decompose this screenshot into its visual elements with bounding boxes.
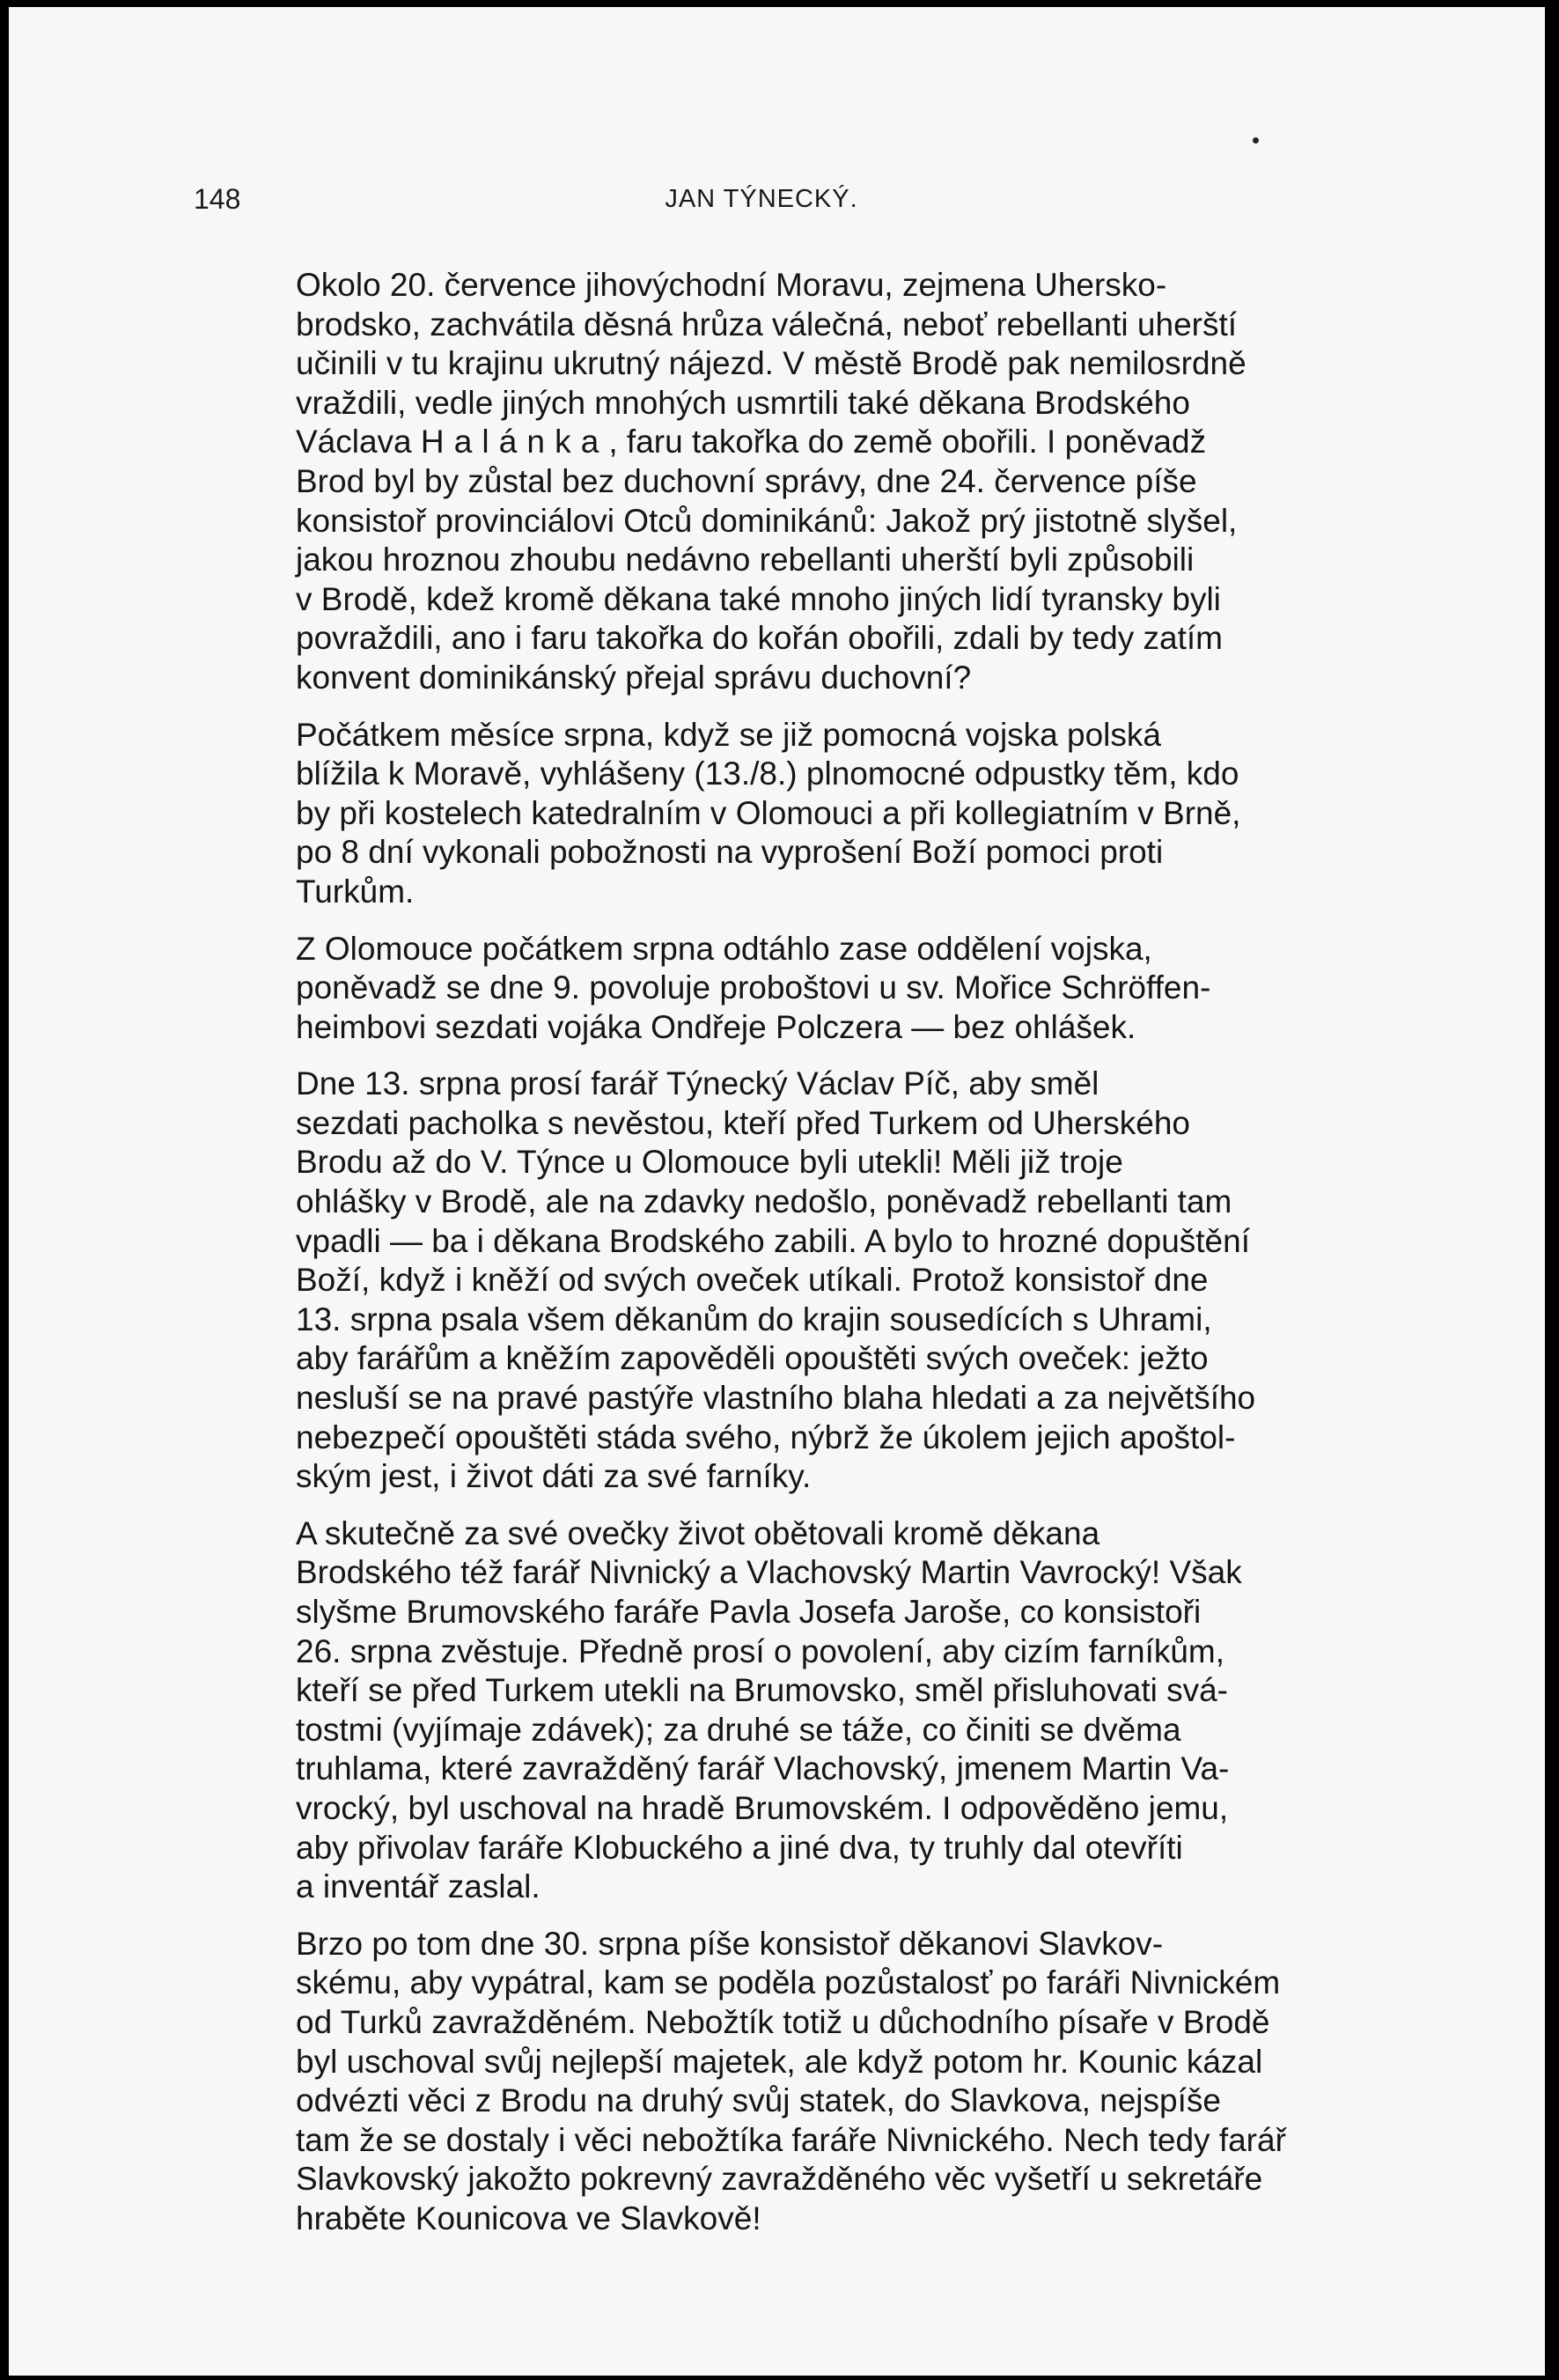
text-line: Turkům. [296,873,415,910]
text-line: tam že se dostaly i věci nebožtíka faráře Nivnického. Nech tedy farář [296,2121,1286,2158]
text-line: nesluší se na pravé pastýře vlastního blaha hledati a za největšího [296,1380,1256,1417]
text-line: nebezpečí opouštěti stáda svého, nýbrž že úkolem jejich apoštol- [296,1418,1236,1455]
paragraph [197,1065,1324,1497]
text-line: v Brodě, kdež kromě děkana také mnoho jiných lidí tyransky byli [296,580,1221,617]
text-line: po 8 dní vykonali pobožnosti na vyprošení Boží pomoci proti [296,834,1164,871]
paragraph [197,1925,1324,2239]
text-line: tostmi (vyjímaje zdávek); za druhé se táže, co činiti se dvěma [296,1711,1181,1748]
text-line: skému, aby vypátral, kam se poděla pozůstalosť po faráři Nivnickém [296,1964,1281,2001]
spaced-surname: Halánka [420,424,609,461]
text-line: 13. srpna psala všem děkanům do krajin sousedících s Uhrami, [296,1301,1212,1337]
text-line: truhlama, které zavražděný farář Vlachovský, jmenem Martin Va- [296,1750,1230,1787]
text-line: povraždili, ano i faru takořka do kořán obořili, zdali by tedy zatím [296,620,1223,657]
text-line [197,423,1324,462]
text-line: A skutečně za své ovečky život obětovali kromě děkana [296,1514,1100,1551]
book-page [9,7,1545,2376]
print-speck [1253,137,1259,144]
text-line: ským jest, i život dáti za své farníky. [296,1458,812,1495]
paragraph [197,716,1324,912]
paragraph [197,266,1324,698]
page-number: 148 [194,183,241,215]
text-line: poněvadž se dne 9. povoluje proboštovi u sv. Mořice Schröffen- [296,969,1211,1006]
body-text [197,266,1324,2239]
text-line: Brodu až do V. Týnce u Olomouce byli utekli! Měli již troje [296,1144,1123,1181]
text-line: Dne 13. srpna prosí farář Týnecký Václav Píč, aby směl [296,1065,1099,1102]
text-line: konsistoř provinciálovi Otců dominikánů: Jakož prý jistotně slyšel, [296,502,1238,539]
text-line: brodsko, zachvátila děsná hrůza válečná, neboť rebellanti uherští [296,306,1238,343]
text-line: Brodského též farář Nivnický a Vlachovský Martin Vavrocký! Však [296,1554,1242,1591]
text-fragment: Václava [296,424,421,461]
text-line: Počátkem měsíce srpna, když se již pomocná vojska polská [296,716,1161,753]
text-line: vpadli — ba i děkana Brodského zabili. A bylo to hrozné dopuštění [296,1222,1250,1259]
text-line: ohlášky v Brodě, ale na zdavky nedošlo, poněvadž rebellanti tam [296,1183,1232,1220]
running-head [194,183,1329,227]
text-line: 26. srpna zvěstuje. Předně prosí o povolení, aby cizím farníkům, [296,1632,1225,1669]
text-line: Brzo po tom dne 30. srpna píše konsistoř děkanovi Slavkov- [296,1925,1164,1962]
text-line: heimbovi sezdati vojáka Ondřeje Polczera — bez ohlášek. [296,1008,1136,1045]
text-line: Boží, když i kněží od svých oveček utíkali. Protož konsistoř dne [296,1262,1209,1299]
text-line: by při kostelech katedralním v Olomouci a při kollegiatním v Brně, [296,794,1241,831]
text-line: Okolo 20. července jihovýchodní Moravu, zejmena Uhersko- [296,267,1167,303]
text-line: sezdati pacholka s nevěstou, kteří před Turkem od Uherského [296,1104,1190,1141]
text-line: byl uschoval svůj nejlepší majetek, ale když potom hr. Kounic kázal [296,2043,1263,2080]
text-fragment: , faru takořka do země obořili. I poněvadž [608,424,1207,461]
text-line: Z Olomouce počátkem srpna odtáhlo zase oddělení vojska, [296,930,1152,967]
text-line: Brod byl by zůstal bez duchovní správy, dne 24. července píše [296,462,1197,499]
text-line: blížila k Moravě, vyhlášeny (13./8.) plnomocné odpustky těm, kdo [296,755,1239,792]
text-line: učinili v tu krajinu ukrutný nájezd. V městě Brodě pak nemilosrdně [296,345,1246,382]
text-line: aby farářům a kněžím zapověděli opouštěti svých oveček: ježto [296,1340,1209,1377]
text-line: od Turků zavražděném. Nebožtík totiž u důchodního písaře v Brodě [296,2003,1270,2040]
paragraph [197,1514,1324,1907]
text-line: aby přivolav faráře Klobuckého a jiné dva, ty truhly dal otevříti [296,1829,1183,1866]
text-line: a inventář zaslal. [296,1868,541,1905]
text-line: Slavkovský jakožto pokrevný zavražděného věc vyšetří u sekretáře [296,2161,1263,2198]
text-line: slyšme Brumovského faráře Pavla Josefa Jaroše, co konsistoři [296,1594,1202,1630]
text-line: kteří se před Turkem utekli na Brumovsko, směl přisluhovati svá- [296,1672,1228,1709]
text-line: vraždili, vedle jiných mnohých usmrtili také děkana Brodského [296,384,1190,421]
text-line: vrocký, byl uschoval na hradě Brumovském. I odpověděno jemu, [296,1789,1229,1826]
running-title: JAN TÝNECKÝ. [665,185,858,213]
paragraph [197,930,1324,1048]
text-line: hraběte Kounicova ve Slavkově! [296,2199,761,2236]
text-line: konvent dominikánský přejal správu duchovní? [296,659,972,696]
text-line: odvézti věci z Brodu na druhý svůj statek, do Slavkova, nejspíše [296,2082,1221,2119]
text-line: jakou hroznou zhoubu nedávno rebellanti uherští byli způsobili [296,542,1195,578]
